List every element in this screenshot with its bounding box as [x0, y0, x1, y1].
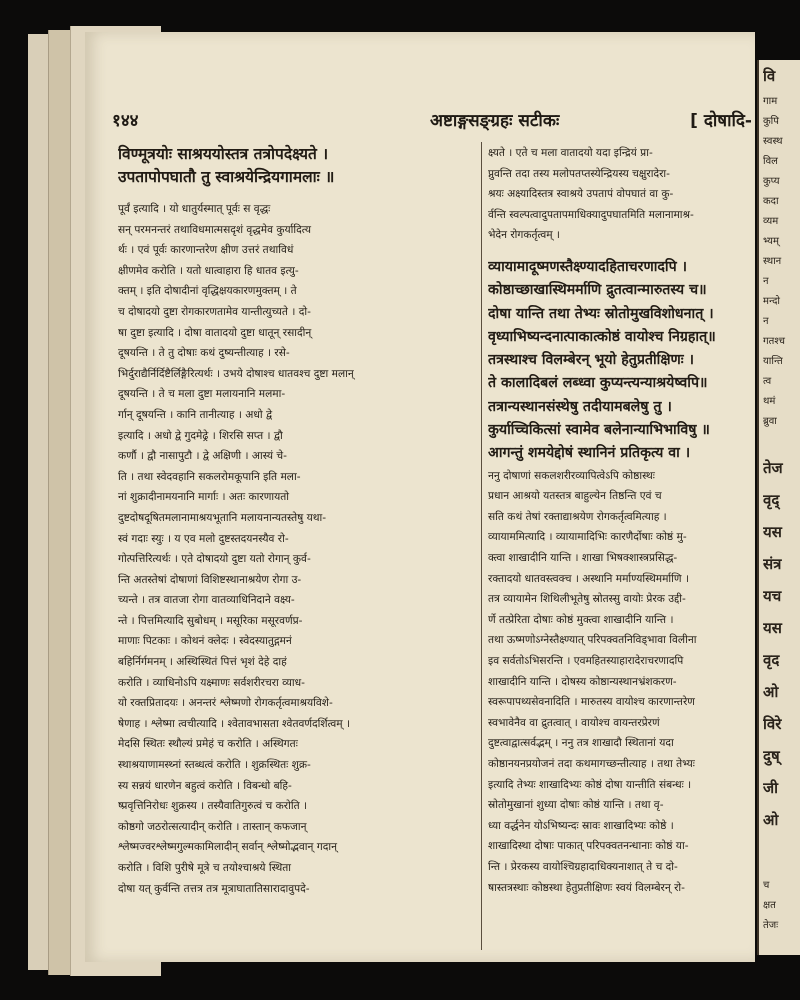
commentary-line: कर्णौ । द्वौ नासापुटौ । द्वे अक्षिणी । आस्यं चे- — [118, 450, 287, 463]
commentary-line: शाखादीनि यान्ति । दोषस्य कोष्ठान्यस्थानभ्रंशकरण- — [488, 675, 677, 688]
commentary-line: दूषयन्ति । ते च मला दुष्टा मलायनानि मलमा- — [118, 388, 286, 401]
commentary-line: यो रक्तप्रितादयः । अनन्तरं श्लेष्मणो रोगकर्तृत्वमाश्रयविशे- — [118, 697, 333, 710]
verse-block — [118, 143, 476, 189]
commentary-line: कोष्ठगो जठरोत्सत्यादीन् करोति । तास्तान् कफजान् — [118, 820, 307, 833]
commentary-line: श्रयः अक्ष्यादिस्तत्र स्वाश्रये उपतापं वोपघातं वा कु- — [488, 188, 674, 201]
adjacent-page-line: भ्यम् — [763, 236, 779, 247]
commentary-line: इव सर्वतोऽभिसरन्ति । एवमहितस्याहारादेराचरणादपि — [488, 654, 684, 667]
commentary-line: बहिर्निर्गमनम् । अस्थिस्थितं पित्तं भृशं देहे दाहं — [118, 656, 287, 669]
adjacent-page-line: संत्र — [763, 555, 782, 573]
commentary-line: प्रधान आश्रयो यतस्तत्र बाहुल्येन तिष्ठन्ति एवं च — [488, 490, 662, 503]
adjacent-page-line: व्यम — [763, 216, 779, 227]
verse-line: व्यायामादूष्मणस्तैक्ष्ण्यादहिताचरणादपि । — [488, 258, 687, 275]
adjacent-page-line: क्षत — [763, 900, 776, 911]
commentary-line: करोति । व्याधिनोऽपि यक्ष्माणः सर्वशरीरचरा व्याध- — [118, 676, 306, 689]
adjacent-page-line — [763, 432, 800, 452]
commentary-line: च दोषादयो दुष्टा रोगकारणतामेव यान्तीत्युच्यते । दो- — [118, 305, 311, 318]
adjacent-page-line: स्वस्थ — [763, 136, 783, 147]
adjacent-page-line: न — [763, 276, 769, 287]
adjacent-page-line: ओ — [763, 683, 779, 701]
commentary-line: ननु दोषाणां सकलशरीरव्यापित्वेऽपि कोष्ठास्थः — [488, 469, 655, 482]
commentary-line: र्णे तत्प्रेरिता दोषाः कोष्ठं मुक्त्वा शाखादीनि यान्ति । — [488, 613, 674, 626]
adjacent-page-line: दुष् — [763, 747, 780, 765]
commentary-line: षेणाह । श्लेष्मा त्वचीत्यादि । श्वेतावभासता श्वेतवर्णदर्शित्वम् । — [118, 717, 351, 730]
verse-line: कुर्याच्चिकित्सां स्वामेव बलेनान्याभिभाविषु ॥ — [488, 422, 710, 439]
adjacent-page-line: ब्रुवा — [763, 416, 777, 427]
adjacent-page-line: विल — [763, 156, 778, 167]
adjacent-page-line: यच — [763, 587, 782, 605]
adjacent-page-line: वृद् — [763, 491, 780, 509]
left-column — [118, 143, 476, 899]
commentary-line: दुष्टत्वाद्वात्सर्वद्भम् । ननु तत्र शाखादौ स्थितानां यदा — [488, 737, 674, 750]
adjacent-page-line: यस — [763, 619, 782, 637]
commentary-line: तत्र व्यायामेन शिथिलीभूतेषु स्रोतस्सु वायोः प्रेरक उद्दी- — [488, 593, 686, 606]
adjacent-page-line: कुपि — [763, 116, 779, 127]
adjacent-page-line: तेजः — [763, 920, 779, 931]
verse-block — [488, 256, 750, 466]
commentary-line: र्गान् दूषयन्ति । कानि तानीत्याह । अधो द्वे — [118, 408, 273, 421]
commentary-line: न्ते । पित्तमित्यादि सुबोधम् । मसूरिका मसूरवर्णप्र- — [118, 614, 303, 627]
commentary-block — [118, 199, 476, 899]
commentary-line: भेदेन रोगकर्तृत्वम् । — [488, 229, 560, 242]
commentary-block — [488, 143, 750, 246]
adjacent-page-text — [763, 60, 800, 936]
adjacent-page-line: वि — [763, 67, 776, 85]
column-divider — [481, 142, 482, 950]
adjacent-page-line: यान्ति — [763, 356, 783, 367]
verse-line: उपतापोपघातौ तु स्वाश्रयेन्द्रियगामलाः ॥ — [118, 168, 335, 186]
adjacent-page-line: वृद — [763, 651, 780, 669]
adjacent-page-line: गाम — [763, 96, 778, 107]
commentary-line: सति कथं तेषां रक्ताद्याश्रयेण रोगकर्तृत्वमित्याह । — [488, 510, 667, 523]
commentary-line: स्वरूपापथ्यसेवनादिति । मारुतस्य वायोश्च कारणान्तरेण — [488, 696, 695, 709]
commentary-line: कोष्ठानयनप्रयोजनं तदा कथमागच्छन्तीत्याह । तथा तेभ्यः — [488, 757, 695, 770]
section-heading: [ दोषादि- — [690, 111, 752, 131]
commentary-line: न्ति अतस्तेषां दोषाणां विशिष्टस्थानाश्रयेण रोगा उ- — [118, 573, 302, 586]
adjacent-page-line: मन्दो — [763, 296, 780, 307]
adjacent-page — [757, 60, 800, 955]
commentary-line: मेदसि स्थितः स्थौल्यं प्रमेहं च करोति । अस्थिगतः — [118, 738, 298, 751]
commentary-line: ध्या वर्द्धनेन योऽभिष्यन्दः स्रावः शाखादिभ्यः कोष्ठे । — [488, 819, 674, 832]
commentary-block — [488, 466, 750, 898]
commentary-line: षा दुष्टा इत्यादि । दोषा वातादयो दुष्टा धातून् रसादीन् — [118, 326, 312, 339]
commentary-line: इत्यादि तेभ्यः शाखादिभ्यः कोष्ठं दोषा यान्तीति संबन्धः । — [488, 778, 692, 791]
commentary-line: इत्यादि । अधो द्वे गुदमेढ्रे । शिरसि सप्त । द्वौ — [118, 429, 283, 442]
commentary-line: क्त्वा शाखादीनि यान्ति । शाखा भिषक्शास्त्रप्रसिद्ध- — [488, 552, 678, 565]
commentary-line: स्रोतोमुखानां शुध्या दोषाः कोष्ठं यान्ति । तथा वृ- — [488, 799, 664, 812]
commentary-line: क्ष्यते । एते च मला वातादयो यदा इन्द्रियं प्रा- — [488, 147, 653, 159]
verse-line: विण्मूत्रयोः साश्रययोस्तत्र तत्रोपदेक्ष्यते । — [118, 145, 329, 163]
commentary-line: दोषा यत् कुर्वन्ति तत्तत्र तत्र मूत्राघातातिसारादावुपदे- — [118, 882, 310, 895]
verse-line: आगन्तुं शमयेद्दोषं स्थानिनं प्रतिकृत्य वा । — [488, 445, 691, 462]
commentary-line: न्ति । प्रेरकस्य वायोश्चिग्रहादाधिक्यनाशात् ते च दो- — [488, 860, 678, 873]
commentary-line: तथा ऊष्मणोऽग्नेस्तैक्ष्ण्यात् परिपक्वतनिविड्भावा विलीना — [488, 634, 697, 647]
adjacent-page-line — [763, 856, 800, 876]
verse-line: तत्रस्थाश्च विलम्बेरन् भूयो हेतुप्रतीक्षिणः । — [488, 352, 694, 369]
adjacent-page-line — [763, 836, 800, 856]
commentary-line: प्नुवन्ति तदा तस्य मलोपतप्तस्येन्द्रियस्य चक्षुरादेरा- — [488, 167, 671, 180]
adjacent-page-line: त्व — [763, 376, 772, 387]
commentary-line: सन् परमनन्तरं तथाविधमात्मसदृशं वृद्धमेव कुर्यादित्य — [118, 223, 311, 236]
adjacent-page-line: कुप्य — [763, 176, 780, 187]
commentary-line: रक्तादयो धातवस्त्वक्च । अस्थानि मर्माण्यस्थिमर्माणि । — [488, 572, 689, 585]
adjacent-page-line: विरे — [763, 715, 782, 733]
verse-line: वृध्याभिष्यन्दनात्पाकात्कोष्ठं वायोश्च निग्रहात्॥ — [488, 328, 716, 345]
commentary-line: करोति । विशि पुरीषे मूत्रे च तयोश्चाश्रये स्थिता — [118, 862, 292, 874]
commentary-line: स्थाश्रयाणामस्थ्नां स्तब्धत्वं करोति । शुक्रस्थितः शुक्र- — [118, 759, 311, 772]
verse-line: ते कालादिबलं लब्ध्वा कुप्यन्त्यन्याश्रयेष्वपि॥ — [488, 375, 708, 392]
running-header — [112, 100, 752, 134]
adjacent-page-line: ओ — [763, 811, 779, 829]
commentary-line: र्वन्ति स्वल्पत्वादुपतापमाधिक्यादुपघातमिति मलानामाश्र- — [488, 208, 694, 221]
commentary-line: दूषयन्ति । ते तु दोषाः कथं दुष्यन्तीत्याह । रसे- — [118, 347, 290, 360]
commentary-line: क्तम् । इति दोषादीनां वृद्धिक्षयकारणमुक्तम् । ते — [118, 285, 297, 298]
commentary-line: माणाः पिटकाः । कोथनं क्लेदः । स्वेदस्यातुद्गमनं — [118, 635, 292, 648]
adjacent-page-line: तेज — [763, 459, 783, 477]
right-column — [488, 143, 750, 898]
commentary-line: व्यायाममित्यादि । व्यायामादिभिः कारणैर्दोषाः कोष्ठं मु- — [488, 531, 687, 544]
verse-line: तत्रान्यस्थानसंस्थेषु तदीयामबलेषु तु । — [488, 398, 672, 415]
commentary-line: र्थः । एवं पूर्वः कारणान्तरेण क्षीण उत्तरं तथाविधं — [118, 244, 294, 257]
adjacent-page-line: थमं — [763, 396, 776, 407]
adjacent-page-line: यस — [763, 523, 782, 541]
commentary-line: पूर्वं इत्यादि । यो धातुर्यस्मात् पूर्वः स वृद्धः — [118, 203, 271, 215]
commentary-line: श्लेष्मज्वरश्लेष्मगुल्मकामिलादीन् सर्वान् श्लेष्मोद्भवान् गदान् — [118, 841, 337, 854]
page-number: १४४ — [112, 111, 139, 131]
commentary-line: षास्तत्रस्थाः कोष्ठस्था हेतुप्रतीक्षिणः स्वयं विलम्बेरन् रो- — [488, 881, 686, 894]
adjacent-page-line: न — [763, 316, 769, 327]
adjacent-page-line: स्थान — [763, 256, 782, 267]
commentary-line: नां शुक्रादीनामयनानि मार्गाः । अतः कारणायतो — [118, 491, 290, 504]
commentary-line: क्षीणमेव करोति । यतो धात्वाहारा हि धातव इत्यु- — [118, 264, 299, 277]
commentary-line: स्वं गदाः स्युः । य एव मलो दुष्टस्तदयनस्यैव रो- — [118, 532, 289, 545]
adjacent-page-line: कदा — [763, 196, 779, 207]
adjacent-page-line: जी — [763, 779, 779, 797]
verse-line: दोषा यान्ति तथा तेभ्यः स्रोतोमुखविशोधनात् । — [488, 305, 714, 322]
commentary-line: ति । तथा स्वेदवहानि सकलरोमकूपानि इति मला- — [118, 470, 301, 483]
adjacent-page-line: च — [763, 880, 770, 891]
commentary-line: दुष्टदोषदूषितमलानामाश्रयभूतानि मलायनान्यतस्तेषु यथा- — [118, 511, 327, 524]
commentary-line: स्य सन्नयं धारणेन बहुत्वं करोति । विबन्धो बहि- — [118, 779, 292, 792]
book-title: अष्टाङ्गसङ्ग्रहः सटीकः — [430, 111, 560, 131]
commentary-line: भिर्दुराद्यैर्निर्दिष्टैर्लिङ्गैरित्यर्थः । उभये दोषाश्च धातवश्च दुष्टा मलान् — [118, 367, 354, 380]
commentary-line: स्वभावेनैव वा द्रुतत्वात् । वायोश्च वायन्तरप्रेरणं — [488, 716, 660, 729]
commentary-line: च्यन्ते । तत्र वातजा रोगा वातव्याधिनिदाने वक्ष्य- — [118, 594, 295, 607]
adjacent-page-line: गतश्च — [763, 336, 785, 347]
verse-line: कोष्ठाच्छाखास्थिमर्माणि द्रुतत्वान्मारुतस्य च॥ — [488, 282, 707, 299]
commentary-line: ष्प्रवृत्तिनिरोधः शुक्रस्य । तस्यैवातिगुरुत्वं च करोति । — [118, 800, 308, 813]
commentary-line: गोत्पत्तिरित्यर्थः । एते दोषादयो दुष्टा यतो रोगान् कुर्व- — [118, 553, 311, 566]
commentary-line: शाखादिस्था दोषाः पाकात् परिपक्वतनन्धानाः कोष्ठं या- — [488, 840, 689, 853]
